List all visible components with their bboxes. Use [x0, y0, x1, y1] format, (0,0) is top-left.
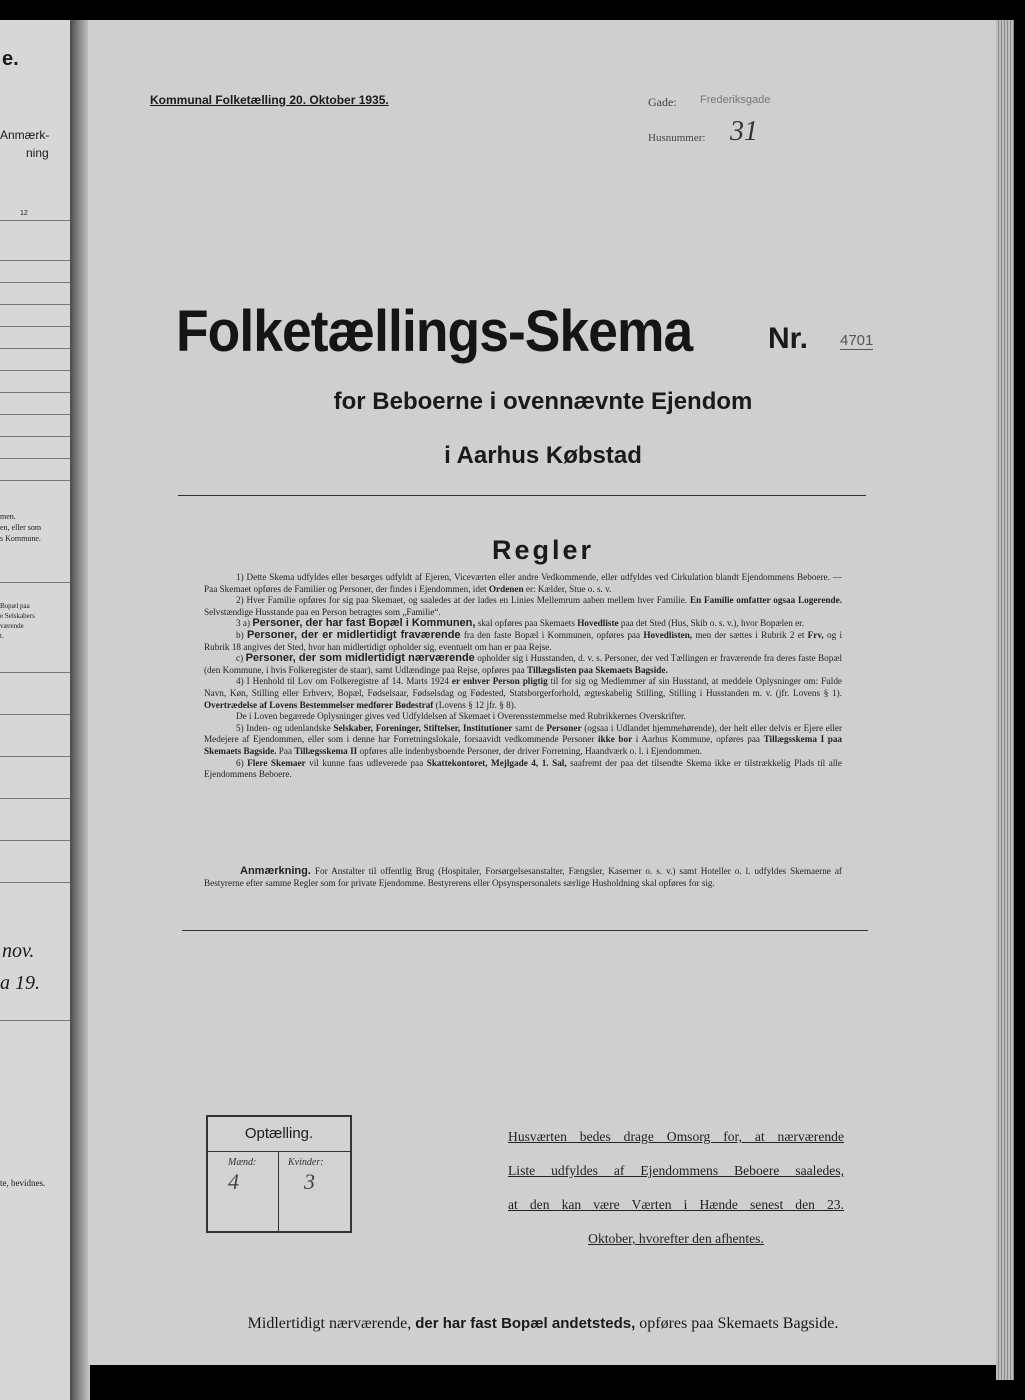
census-form-page — [88, 20, 998, 1365]
left-column-number: 12 — [20, 210, 28, 217]
divider-top — [178, 495, 866, 496]
rule-4: 4) I Henhold til Lov om Folkeregistre af 14. Marts 1924 er enhver Person pligtig til for sig og Medlemmer af sin Husstand, at meddele Oplysninger om: Fulde Navn, Køn, Stilling eller Erhverv, Bopæl, Fødselsaar, Fødselsdag og Fødested, Statsborgerforhold, ægteskabelig Stilling, Stilling i Husstanden m. v. (jfr. Lovens § 1). Overtrædelse af Lovens Bestemmelser medfører Bødestraf (Lovens § 12 jfr. § 8). — [204, 676, 843, 710]
form-title: Folketællings-Skema — [176, 299, 693, 364]
left-note-line-5: e Selskabers — [0, 612, 35, 620]
instruction-line-1: Husværten bedes drage Omsorg for, at nærværende — [508, 1129, 844, 1144]
house-number-label: Husnummer: — [648, 132, 706, 144]
form-number-value: 4701 — [840, 332, 874, 349]
men-count: 4 — [228, 1169, 239, 1194]
rule-5: 5) Inden- og udenlandske Selskaber, Foreninger, Stiftelser, Institutioner samt de Personer (ogsaa i Udlandet hjemmehørende), der helt eller delvis er Ejere eller Medejere af Ejendommen, eller som i denne har Forretningslokale, forsaavidt vedkommende Personer ikke bor i Aarhus Kommune, opføres paa Tillægsskema I paa Skemaets Bagside. Paa Tillægsskema II opføres alle indenbysboende Personer, der driver Forretning, Haandværk o. l. i Ejendommen. — [204, 722, 843, 756]
rules-body — [204, 572, 842, 781]
remark-note — [204, 866, 842, 889]
divider-bottom — [182, 930, 868, 931]
left-note-line-7: t. — [0, 632, 4, 640]
rule-3c: c) Personer, der som midlertidigt nærværende opholder sig i Husstanden, d. v. s. Personer, der ved Tællingen er fraværende fra deres faste Bopæl (den Kommune, i hvis Folkeregister de staar), samt Udlændinge paa Rejse, opføres paa Tillægslisten paa Skemaets Bagside. — [204, 652, 843, 675]
instruction-line-3: at den kan være Værten i Hænde senest den 23. — [508, 1197, 844, 1212]
previous-page-fragment — [0, 20, 73, 1400]
left-note-line-2: en, eller som — [0, 523, 42, 532]
left-note-line-4: Bopæl paa — [0, 602, 30, 610]
street-value: Frederiksgade — [700, 94, 771, 106]
book-gutter — [70, 20, 90, 1400]
left-column-header-2: ning — [26, 146, 49, 160]
women-count: 3 — [304, 1169, 315, 1194]
count-box-vertical-divider — [278, 1151, 279, 1231]
house-number-value: 31 — [730, 116, 758, 147]
rule-3b: b) Personer, der er midlertidigt fraværende fra den faste Bopæl i Kommunen, opføres paa Hovedlisten, men der sættes i Rubrik 2 et Frv, og i Rubrik 18 angives det Sted, hvor han midlertidigt opholder sig, eventuelt om han er paa Rejse. — [204, 628, 843, 652]
street-label: Gade: — [648, 95, 677, 109]
form-number-label: Nr. — [768, 322, 809, 355]
left-footer-fragment: te, bevidnes. — [0, 1178, 46, 1188]
left-title-fragment: e. — [2, 48, 19, 70]
rule-4-extra: De i Loven begærede Oplysninger gives ved Udfyldelsen af Skemaet i Overensstemmelse med Rubrikkernes Overskrifter. — [236, 711, 686, 722]
landlord-instruction — [508, 1120, 844, 1256]
rules-heading: Regler — [491, 535, 595, 565]
rule-2: 2) Hver Familie opføres for sig paa Skemaet, og saaledes at der lades en Linies Mellemrum aaben mellem hver Familie. En Familie omfatter ogsaa Logerende. Selvstændige Husstande paa en Person betragtes som „Familie“. — [204, 595, 842, 617]
rule-3a: 3 a) Personer, der har fast Bopæl i Kommunen, skal opføres paa Skemaets Hovedliste paa det Sted (Hus, Skib o. s. v.), hvor Bopælen er. — [236, 617, 805, 630]
left-column-header-1: Anmærk- — [0, 128, 50, 142]
left-note-line-1: men. — [0, 512, 16, 521]
census-header: Kommunal Folketælling 20. Oktober 1935. — [150, 93, 389, 107]
count-box-divider — [208, 1151, 350, 1152]
count-box — [206, 1115, 352, 1233]
men-label: Mænd: — [228, 1157, 257, 1168]
instruction-line-2: Liste udfyldes af Ejendommens Beboere saaledes, — [508, 1163, 844, 1178]
rule-1: 1) Dette Skema udfyldes eller besørges udfyldt af Ejeren, Viceværten eller andre Vedkommende, eller udfyldes ved Cirkulation blandt Ejendommens Beboere. — Paa Skemaet opføres de Familier og Personer, der findes i Ejendommen, idet Ordenen er: Kælder, Stue o. s. v. — [204, 572, 842, 594]
rule-6: 6) Flere Skemaer vil kunne faas udleverede paa Skattekontoret, Mejlgade 4, 1. Sal, saafremt der paa det tilsendte Skema ikke er tilstrækkelig Plads til alle Ejendommens Beboere. — [204, 757, 843, 780]
women-label: Kvinder: — [288, 1157, 324, 1168]
count-title: Optælling. — [244, 1125, 314, 1142]
remark-text: For Anstalter til offentlig Brug (Hospitaler, Forsørgelsesanstalter, Fængsler, Kaserner o. s. v.) samt Hoteller o. l. udfyldes Skemaerne af Bestyrerne efter samme Regler som for private Ejendomme. Bestyrerens eller Opsynspersonalets særlige Husholdning skal opføres for sig. — [204, 866, 842, 888]
left-note-line-3: s Kommune. — [0, 534, 41, 543]
left-handwriting-2: a 19. — [0, 972, 40, 994]
remark-heading: Anmærkning. — [240, 865, 311, 877]
form-subtitle-2: i Aarhus Købstad — [444, 442, 642, 469]
footer-note: Midlertidigt nærværende, der har fast Bopæl andetsteds, opføres paa Skemaets Bagside. — [247, 1315, 839, 1332]
form-subtitle-1: for Beboerne i ovennævnte Ejendom — [333, 388, 753, 415]
page-stack-edge — [996, 20, 1014, 1380]
instruction-line-4: Oktober, hvorefter den afhentes. — [588, 1231, 764, 1246]
left-handwriting-1: nov. — [2, 940, 35, 962]
left-note-line-6: værende — [0, 622, 24, 630]
